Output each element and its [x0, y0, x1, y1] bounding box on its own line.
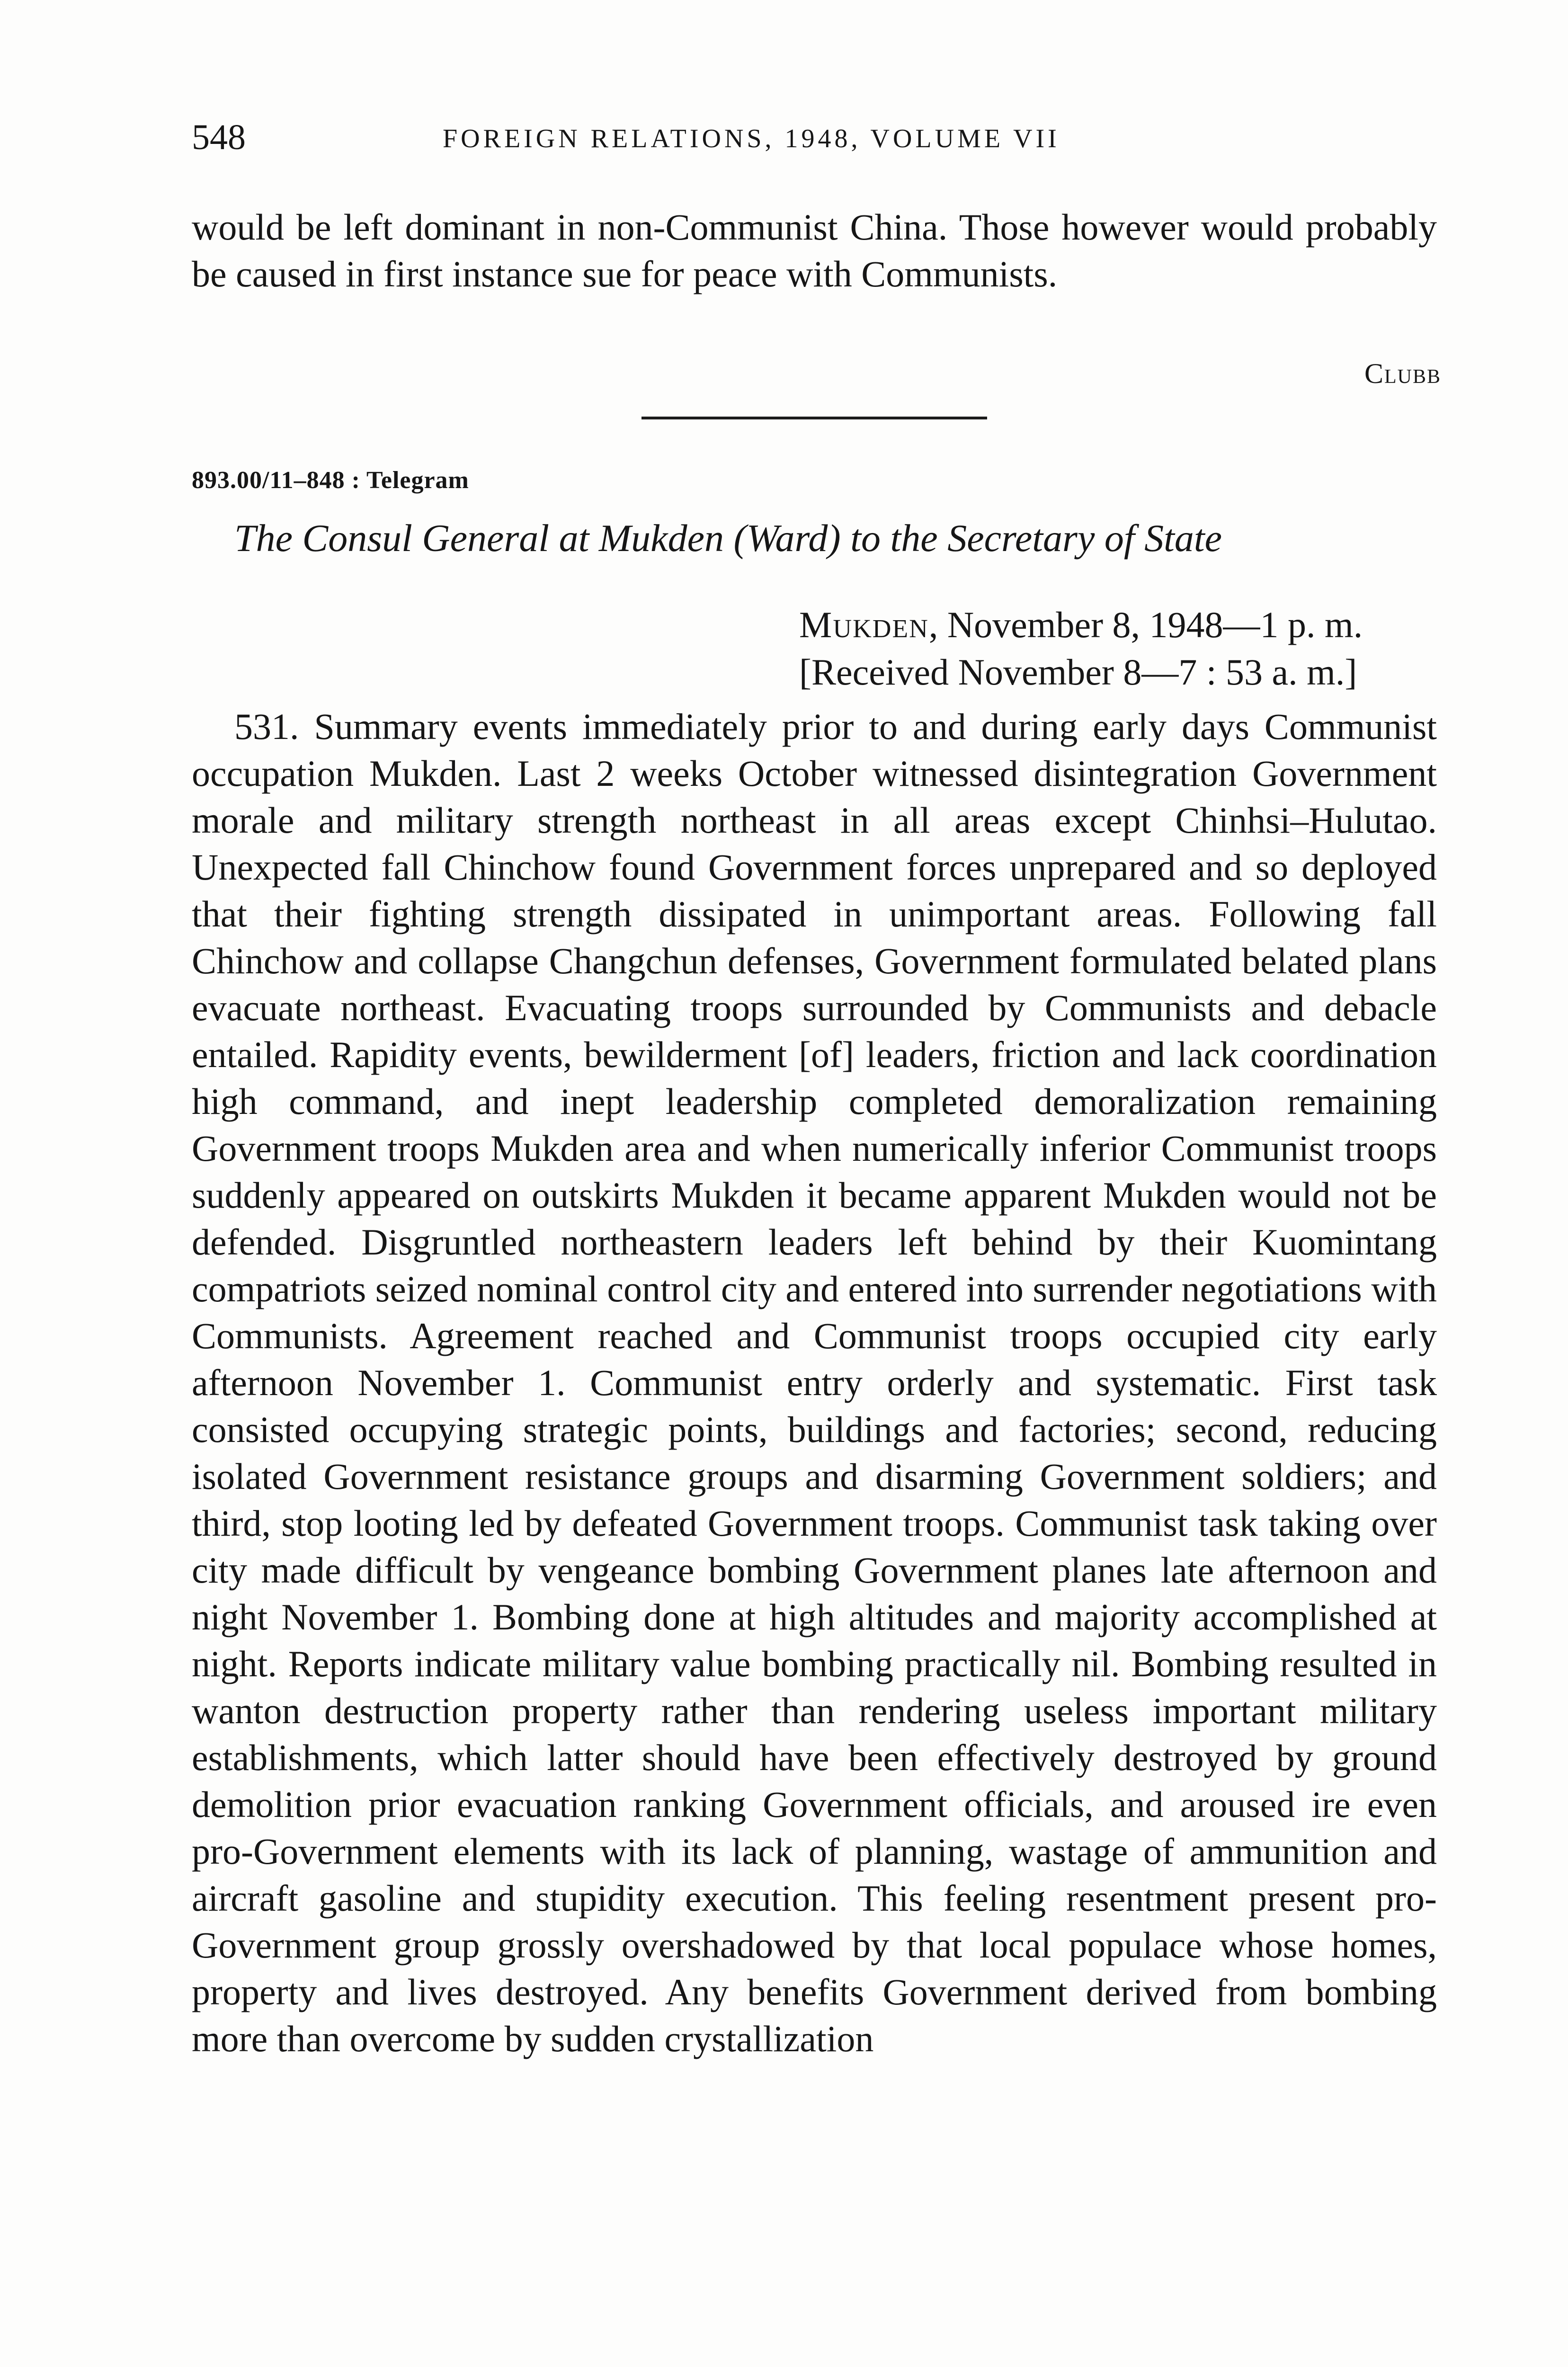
page-number: 548 [192, 117, 246, 157]
document-title: The Consul General at Mukden (Ward) to the Secretary of State [234, 516, 1222, 560]
section-divider [641, 417, 987, 419]
signature: Clubb [1364, 358, 1441, 389]
dateline-received: [Received November 8—7 : 53 a. m.] [799, 651, 1357, 693]
dateline-sent-time: , November 8, 1948—1 p. m. [928, 604, 1363, 645]
telegram-body: 531. Summary events immediately prior to and during early days Communist occupation Mukden. Last 2 weeks October witnessed disintegration Government morale and military strength northeast in all areas except Chinhsi–Hulutao. Unexpected fall Chinchow found Government forces unprepared and so deployed that their fighting strength dissipated in unimportant areas. Following fall Chinchow and collapse Changchun defenses, Government formulated belated plans evacuate northeast. Evacuating troops surrounded by Communists and debacle entailed. Rapidity events, bewilderment [of] leaders, friction and lack coordination high command, and inept leadership completed demoralization remaining Government troops Mukden area and when numerically inferior Communist troops suddenly appeared on outskirts Mukden it became apparent Mukden would not be defended. Disgruntled northeastern leaders left behind by their Kuomintang compatriots seized nominal control city and entered into surrender negotiations with Communists. Agreement reached and Communist troops occupied city early afternoon November 1. Communist entry orderly and systematic. First task consisted occupying strategic points, buildings and factories; second, reducing isolated Government resistance groups and disarming Government soldiers; and third, stop looting led by defeated Government troops. Communist task taking over city made difficult by vengeance bombing Government planes late afternoon and night November 1. Bombing done at high altitudes and majority accomplished at night. Reports indicate military value bombing practically nil. Bombing resulted in wanton destruction property rather than rendering useless important military establishments, which latter should have been effectively destroyed by ground demolition prior evacuation ranking Government officials, and aroused ire even pro-Government elements with its lack of planning, wastage of ammunition and aircraft gasoline and stupidity execution. This feeling resentment present pro-Government group grossly overshadowed by that local populace whose homes, property and lives destroyed. Any benefits Government derived from bombing more than overcome by sudden crystallization [192, 706, 1437, 2059]
dateline-place: Mukden [799, 604, 929, 645]
file-reference: 893.00/11–848 : Telegram [192, 467, 469, 494]
page-header [192, 116, 1446, 159]
running-head: FOREIGN RELATIONS, 1948, VOLUME VII [443, 124, 1060, 153]
dateline-sent [799, 604, 1436, 646]
previous-document-closing-paragraph: would be left dominant in non-Communist China. Those however would probably be caused in first instance sue for peace with Communists. [192, 206, 1437, 294]
